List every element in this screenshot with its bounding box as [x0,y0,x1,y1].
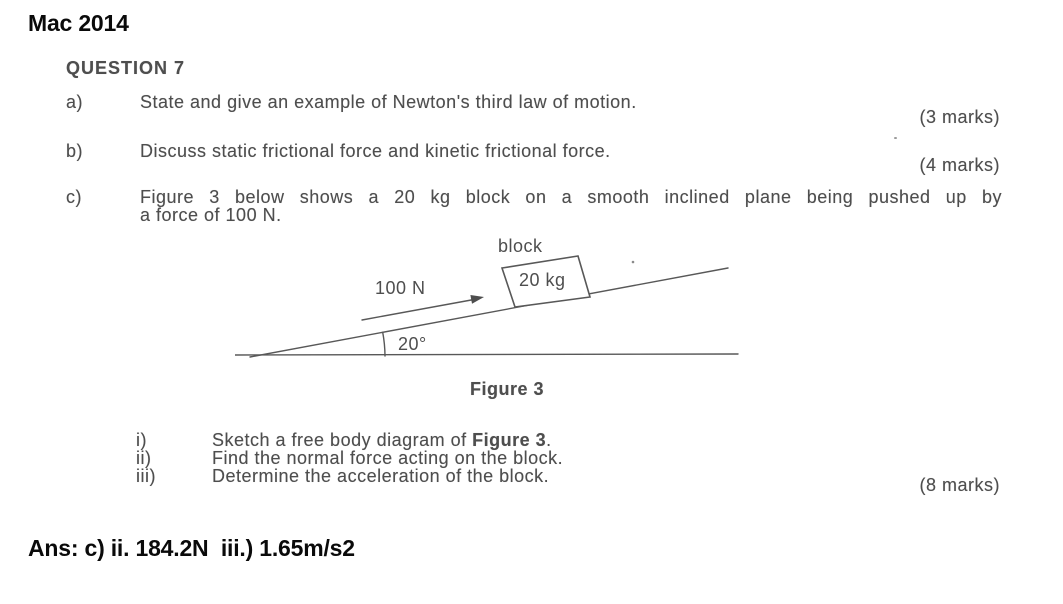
angle-arc [383,332,385,356]
scan-speck [894,137,897,139]
subpart-iii-text: Determine the acceleration of the block. [212,466,550,486]
part-b-marks: (4 marks) [919,155,1000,175]
answer-note: Ans: c) ii. 184.2N iii.) 1.65m/s2 [28,535,355,561]
angle-label: 20° [398,334,427,354]
question-title: QUESTION 7 [66,58,186,78]
ground-line [235,354,738,355]
part-b-label: b) [66,141,84,161]
subpart-ii-label: ii) [136,448,152,468]
part-c-label: c) [66,187,82,207]
part-c-text-line2: a force of 100 N. [140,205,282,225]
part-b-text: Discuss static frictional force and kinetic frictional force. [140,141,611,161]
force-label: 100 N [375,278,426,298]
mass-label: 20 kg [519,270,566,290]
part-a-text: State and give an example of Newton's third law of motion. [140,92,637,112]
part-a-marks: (3 marks) [919,107,1000,127]
subparts-marks: (8 marks) [919,475,1000,495]
subpart-i-text-prefix: Sketch a free body diagram of [212,430,473,450]
part-c-text-line1: Figure 3 below shows a 20 kg block on a smooth inclined plane being pushed up by [140,187,1002,207]
figure-caption: Figure 3 [470,379,545,399]
scan-speck [632,261,635,264]
block-name-label: block [498,236,543,256]
header-note: Mac 2014 [28,10,129,36]
inclined-plane-figure [235,233,745,363]
force-arrow-head [470,295,484,304]
incline-line [250,268,728,357]
subpart-ii-text: Find the normal force acting on the block. [212,448,564,468]
force-arrow-shaft [362,300,474,321]
subpart-i-text [212,431,552,449]
part-a-label: a) [66,92,84,112]
subpart-iii-label: iii) [136,466,156,486]
subpart-i-text-suffix: . [546,430,552,450]
subpart-i-label: i) [136,430,147,450]
subpart-i-text-bold: Figure 3 [472,430,547,450]
